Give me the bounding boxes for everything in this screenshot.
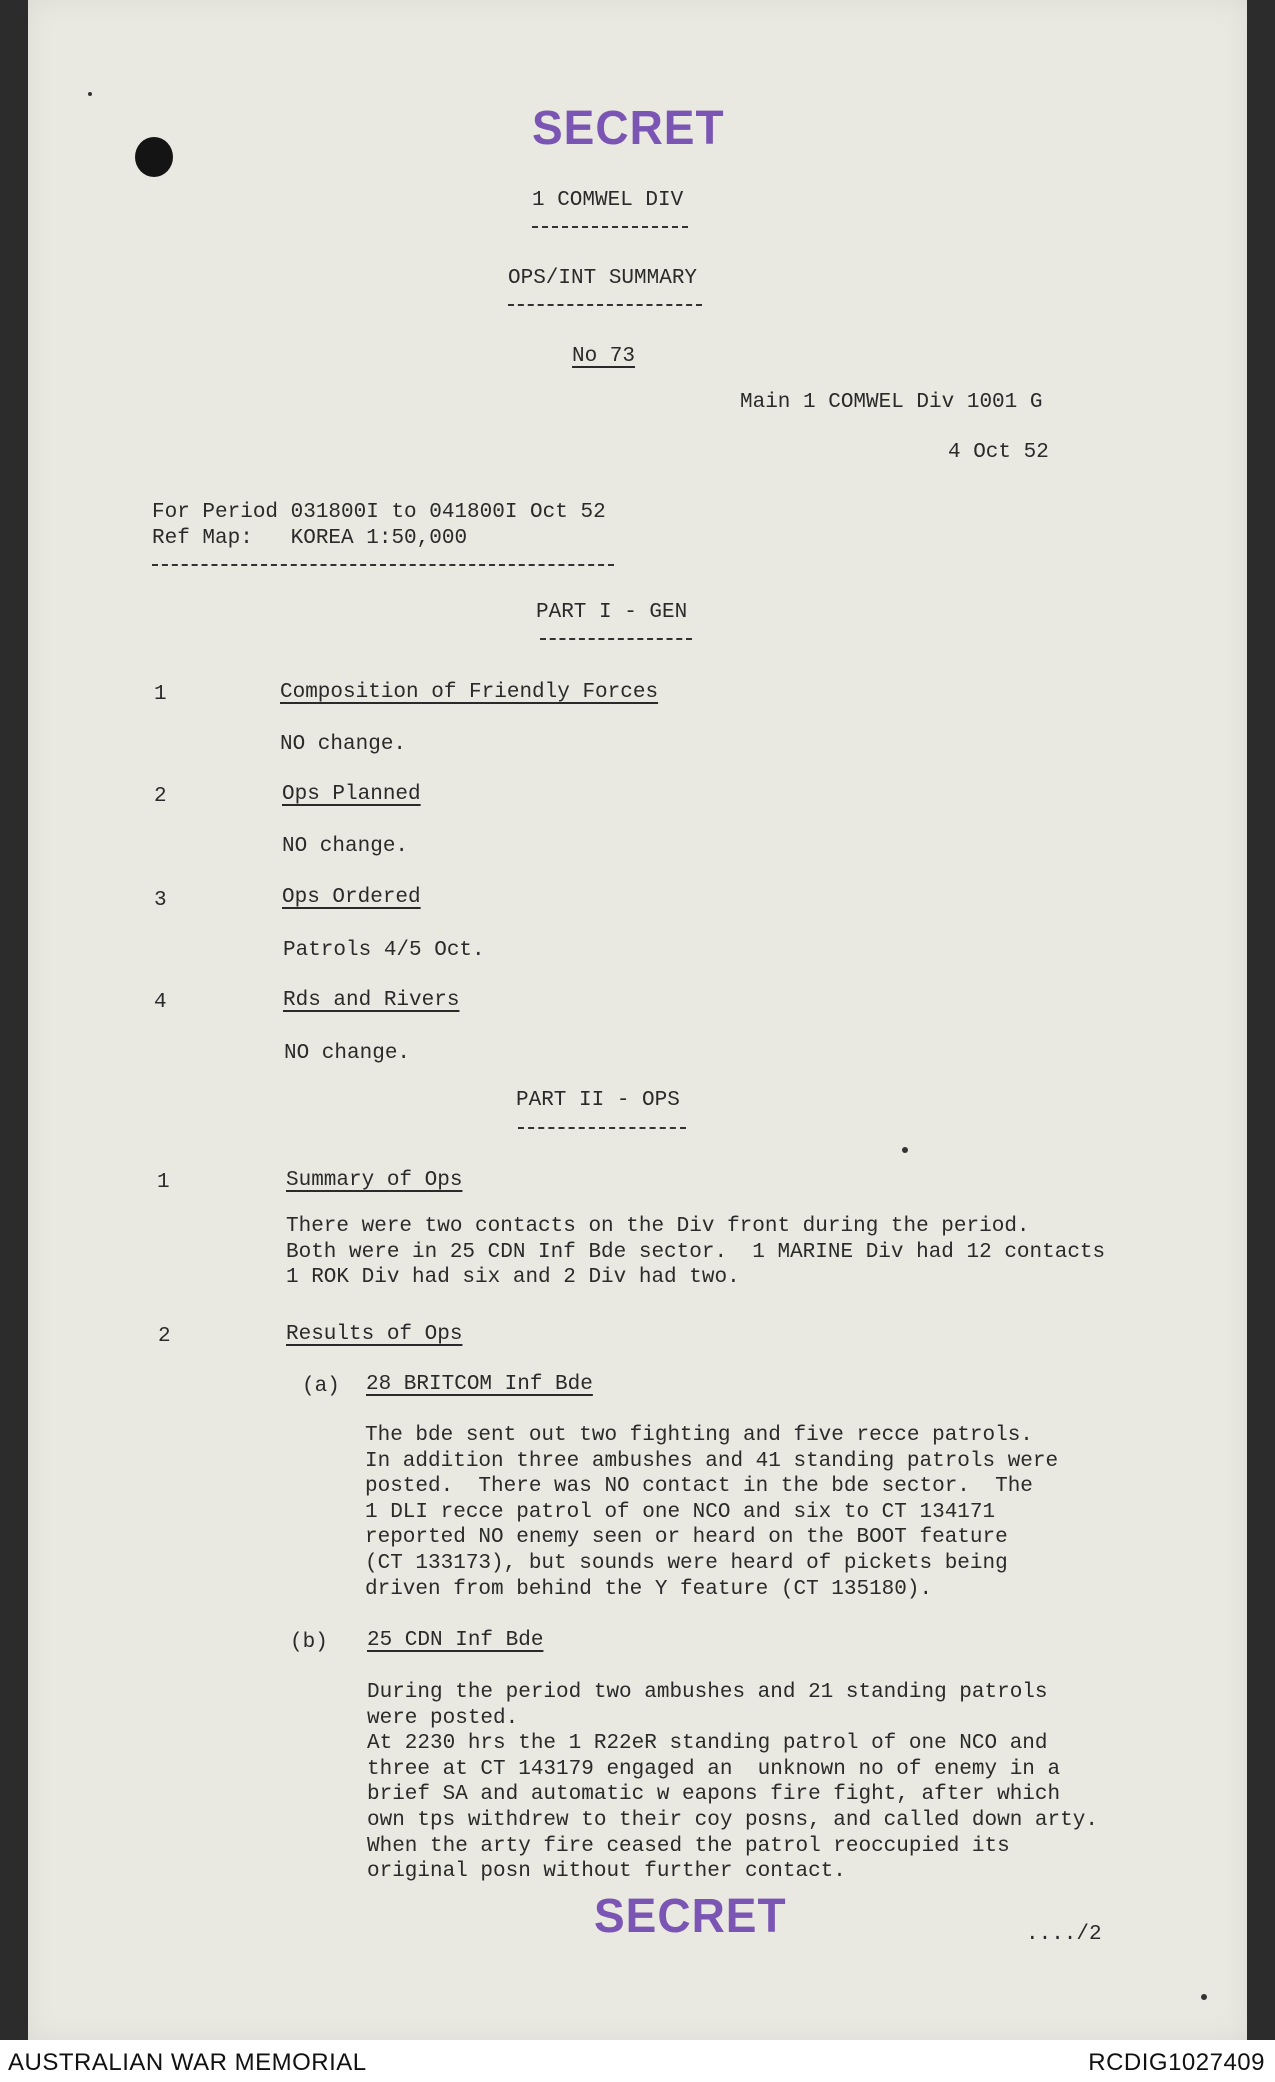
part1-item-number: 1 <box>154 683 167 706</box>
paragraph-line: At 2230 hrs the 1 R22eR standing patrol of one NCO and <box>367 1732 1048 1756</box>
punch-hole <box>135 137 173 177</box>
unit-underline <box>532 226 688 228</box>
title-underline <box>508 304 702 306</box>
secret-stamp-bottom: SECRET <box>594 1887 787 1943</box>
paper-speck <box>88 92 92 96</box>
part1-item-text: Patrols 4/5 Oct. <box>283 939 485 962</box>
paragraph-line: During the period two ambushes and 21 standing patrols <box>367 1681 1048 1704</box>
period-underline <box>152 564 614 566</box>
part1-underline <box>540 638 692 640</box>
part1-item-title: Ops Planned <box>282 783 421 806</box>
document-date: 4 Oct 52 <box>948 441 1049 464</box>
continuation-marker: ..../2 <box>1026 1923 1102 1946</box>
paragraph-line: reported NO enemy seen or heard on the BOOT feature <box>365 1526 1008 1550</box>
summary-title: OPS/INT SUMMARY <box>508 267 698 290</box>
paragraph-line: 1 ROK Div had six and 2 Div had two. <box>286 1266 740 1290</box>
part1-item-number: 4 <box>154 991 167 1014</box>
paragraph-line: (CT 133173), but sounds were heard of pickets being <box>365 1551 1008 1575</box>
part1-item-text: NO change. <box>280 733 407 756</box>
archive-name: AUSTRALIAN WAR MEMORIAL <box>8 2049 367 2076</box>
paragraph-line: three at CT 143179 engaged an unknown no of enemy in a <box>367 1757 1061 1781</box>
unit-heading: 1 COMWEL DIV <box>532 189 684 212</box>
paragraph-line: In addition three ambushes and 41 standing patrols were <box>365 1449 1059 1473</box>
paragraph-line: The bde sent out two fighting and five recce patrols. <box>365 1424 1033 1447</box>
subsection-label: (b) <box>290 1631 328 1654</box>
paragraph-line: were posted. <box>367 1706 519 1730</box>
summary-number: No 73 <box>572 345 636 368</box>
paragraph-line: brief SA and automatic w eapons fire fight, after which <box>367 1783 1061 1807</box>
paragraph-line: 1 DLI recce patrol of one NCO and six to CT 134171 <box>365 1500 996 1524</box>
part1-item-number: 3 <box>154 889 167 912</box>
part1-item-title: Composition of Friendly Forces <box>280 681 659 704</box>
paper-speck <box>1201 1994 1207 2000</box>
archive-footer <box>0 2040 1275 2082</box>
part1-item-text: NO change. <box>282 835 409 858</box>
secret-stamp-top: SECRET <box>532 99 725 155</box>
ref-map-line: Ref Map: KOREA 1:50,000 <box>152 527 468 550</box>
archive-reference: RCDIG1027409 <box>1088 2049 1265 2076</box>
paragraph-line: Both were in 25 CDN Inf Bde sector. 1 MARINE Div had 12 contacts <box>286 1240 1106 1264</box>
period-line: For Period 031800I to 041800I Oct 52 <box>152 501 606 524</box>
subsection-title: 28 BRITCOM Inf Bde <box>366 1373 593 1396</box>
part1-item-number: 2 <box>154 785 167 808</box>
paragraph-line: When the arty fire ceased the patrol reoccupied its <box>367 1834 1010 1858</box>
part1-item-text: NO change. <box>284 1042 411 1065</box>
paper-speck <box>902 1147 908 1153</box>
part2-item-title: Summary of Ops <box>286 1169 463 1192</box>
part1-heading: PART I - GEN <box>536 601 688 624</box>
paragraph-line: own tps withdrew to their coy posns, and called down arty. <box>367 1808 1098 1832</box>
paragraph-line: driven from behind the Y feature (CT 135180). <box>365 1577 933 1601</box>
paragraph-line: original posn without further contact. <box>367 1860 846 1884</box>
part1-item-title: Ops Ordered <box>282 886 421 909</box>
part2-item-number: 2 <box>158 1325 171 1348</box>
part2-item-title: Results of Ops <box>286 1323 463 1346</box>
paragraph-line: posted. There was NO contact in the bde sector. The <box>365 1475 1033 1499</box>
part2-heading: PART II - OPS <box>516 1089 680 1112</box>
part2-underline <box>518 1127 686 1129</box>
subsection-title: 25 CDN Inf Bde <box>367 1629 544 1652</box>
subsection-label: (a) <box>302 1375 340 1398</box>
cdn-paragraph <box>367 1680 1098 1885</box>
paragraph-line: There were two contacts on the Div front during the period. <box>286 1215 1030 1238</box>
summary-of-ops-paragraph <box>286 1214 1105 1291</box>
part2-item-number: 1 <box>157 1171 170 1194</box>
part1-item-title: Rds and Rivers <box>283 989 460 1012</box>
origin-line: Main 1 COMWEL Div 1001 G <box>740 391 1043 414</box>
britcom-paragraph <box>365 1423 1058 1602</box>
